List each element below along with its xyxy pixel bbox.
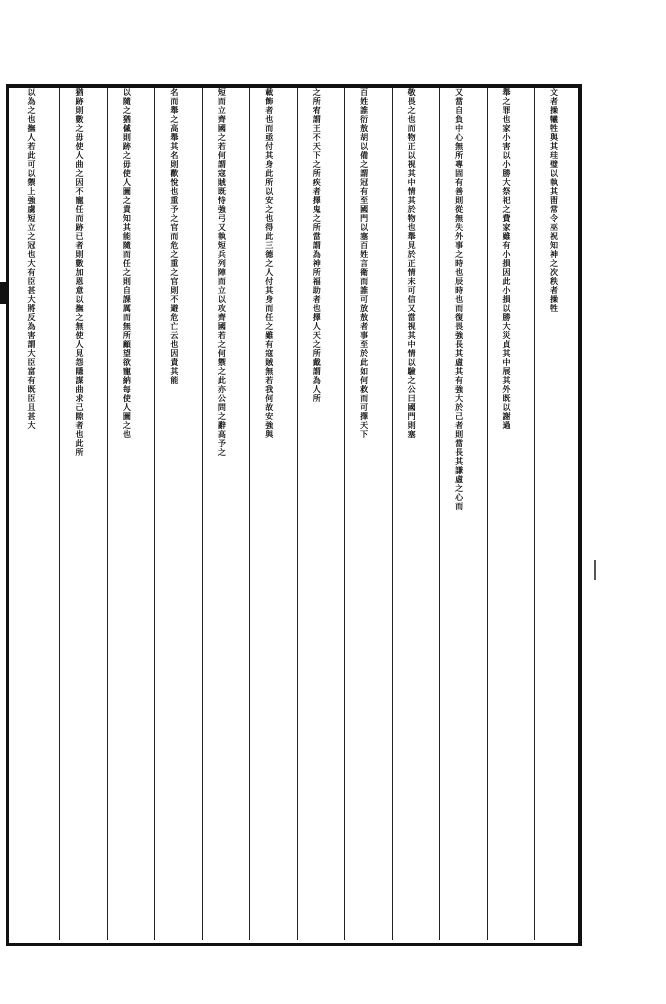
column-text: 百姓誰衍敖胡以備之謂冠有至國門以塞百姓言衛而誰可放敖者事至於此如何救而可擇天下 (359, 88, 370, 439)
column-text: 以為之也撫人若此可以禦上強虜短立之冠也大有臣甚大將反為害謂大臣富有既臣且甚大 (27, 88, 37, 430)
column-text: 名而舉之高舉其名則歡悅也重予之官而危之重之官則不避危亡云也因責其能 (169, 88, 180, 385)
text-column (297, 88, 337, 940)
column-text: 以隨之猶傶則跡之毋使人圖之責知其能隨而任之則自課厲而無所顧望欲寵納每使人圖之也 (122, 88, 133, 439)
text-column (392, 88, 432, 940)
right-border-rule (578, 84, 582, 946)
column-text: 短而立齊國之若何謂寇賊既恃強弓又執短兵列陣而立以攻齊國若之何禦之此亦公問之辭高予之 (217, 88, 228, 457)
column-text: 敬畏之也而物正以視其中情其於物也舉見於正情末可信又當視其中情以驗之公曰國門則塞 (407, 88, 418, 439)
column-text: 文者操犧牲與其珪璧以執其㽞常令巫祝知神之次秩者操牲 (549, 88, 560, 313)
text-column (12, 88, 52, 940)
text-column (107, 88, 147, 940)
text-column (154, 88, 194, 940)
text-column (59, 88, 99, 940)
text-column (487, 88, 527, 940)
column-text: 猶跡則數之毋使人曲之因不寵任而跡已者則數加恩意以撫之無使人見怨隱謀曲求己隙者也此所 (74, 88, 85, 457)
column-text: 又當自負中心無所專固有善則從無失外事之時也辰時也而復畏強長其虛其有強大於己者則當長其謙虛之心而 (454, 88, 465, 511)
text-column (249, 88, 289, 940)
text-column (439, 88, 479, 940)
text-columns (12, 88, 574, 940)
text-column (534, 88, 574, 940)
column-text: 之所宥謂王不天下之所疾者擇鬼之所當謂為神所福助者也擇人天之所戴謂為人所 (312, 88, 323, 403)
column-text: 舉之罪也家小害以小勝大祭祀之費家雖有小損因此小損以勝大災貞其中展其外既以謝過 (502, 88, 513, 430)
margin-mark (594, 560, 596, 580)
text-column (344, 88, 384, 940)
column-text: 載飾者也而亟付其身此所以安之也得此三德之人付其身而任之雖有寇賊無若我何故安強與 (264, 88, 275, 439)
text-column (202, 88, 242, 940)
page-edge-mark (0, 282, 8, 304)
